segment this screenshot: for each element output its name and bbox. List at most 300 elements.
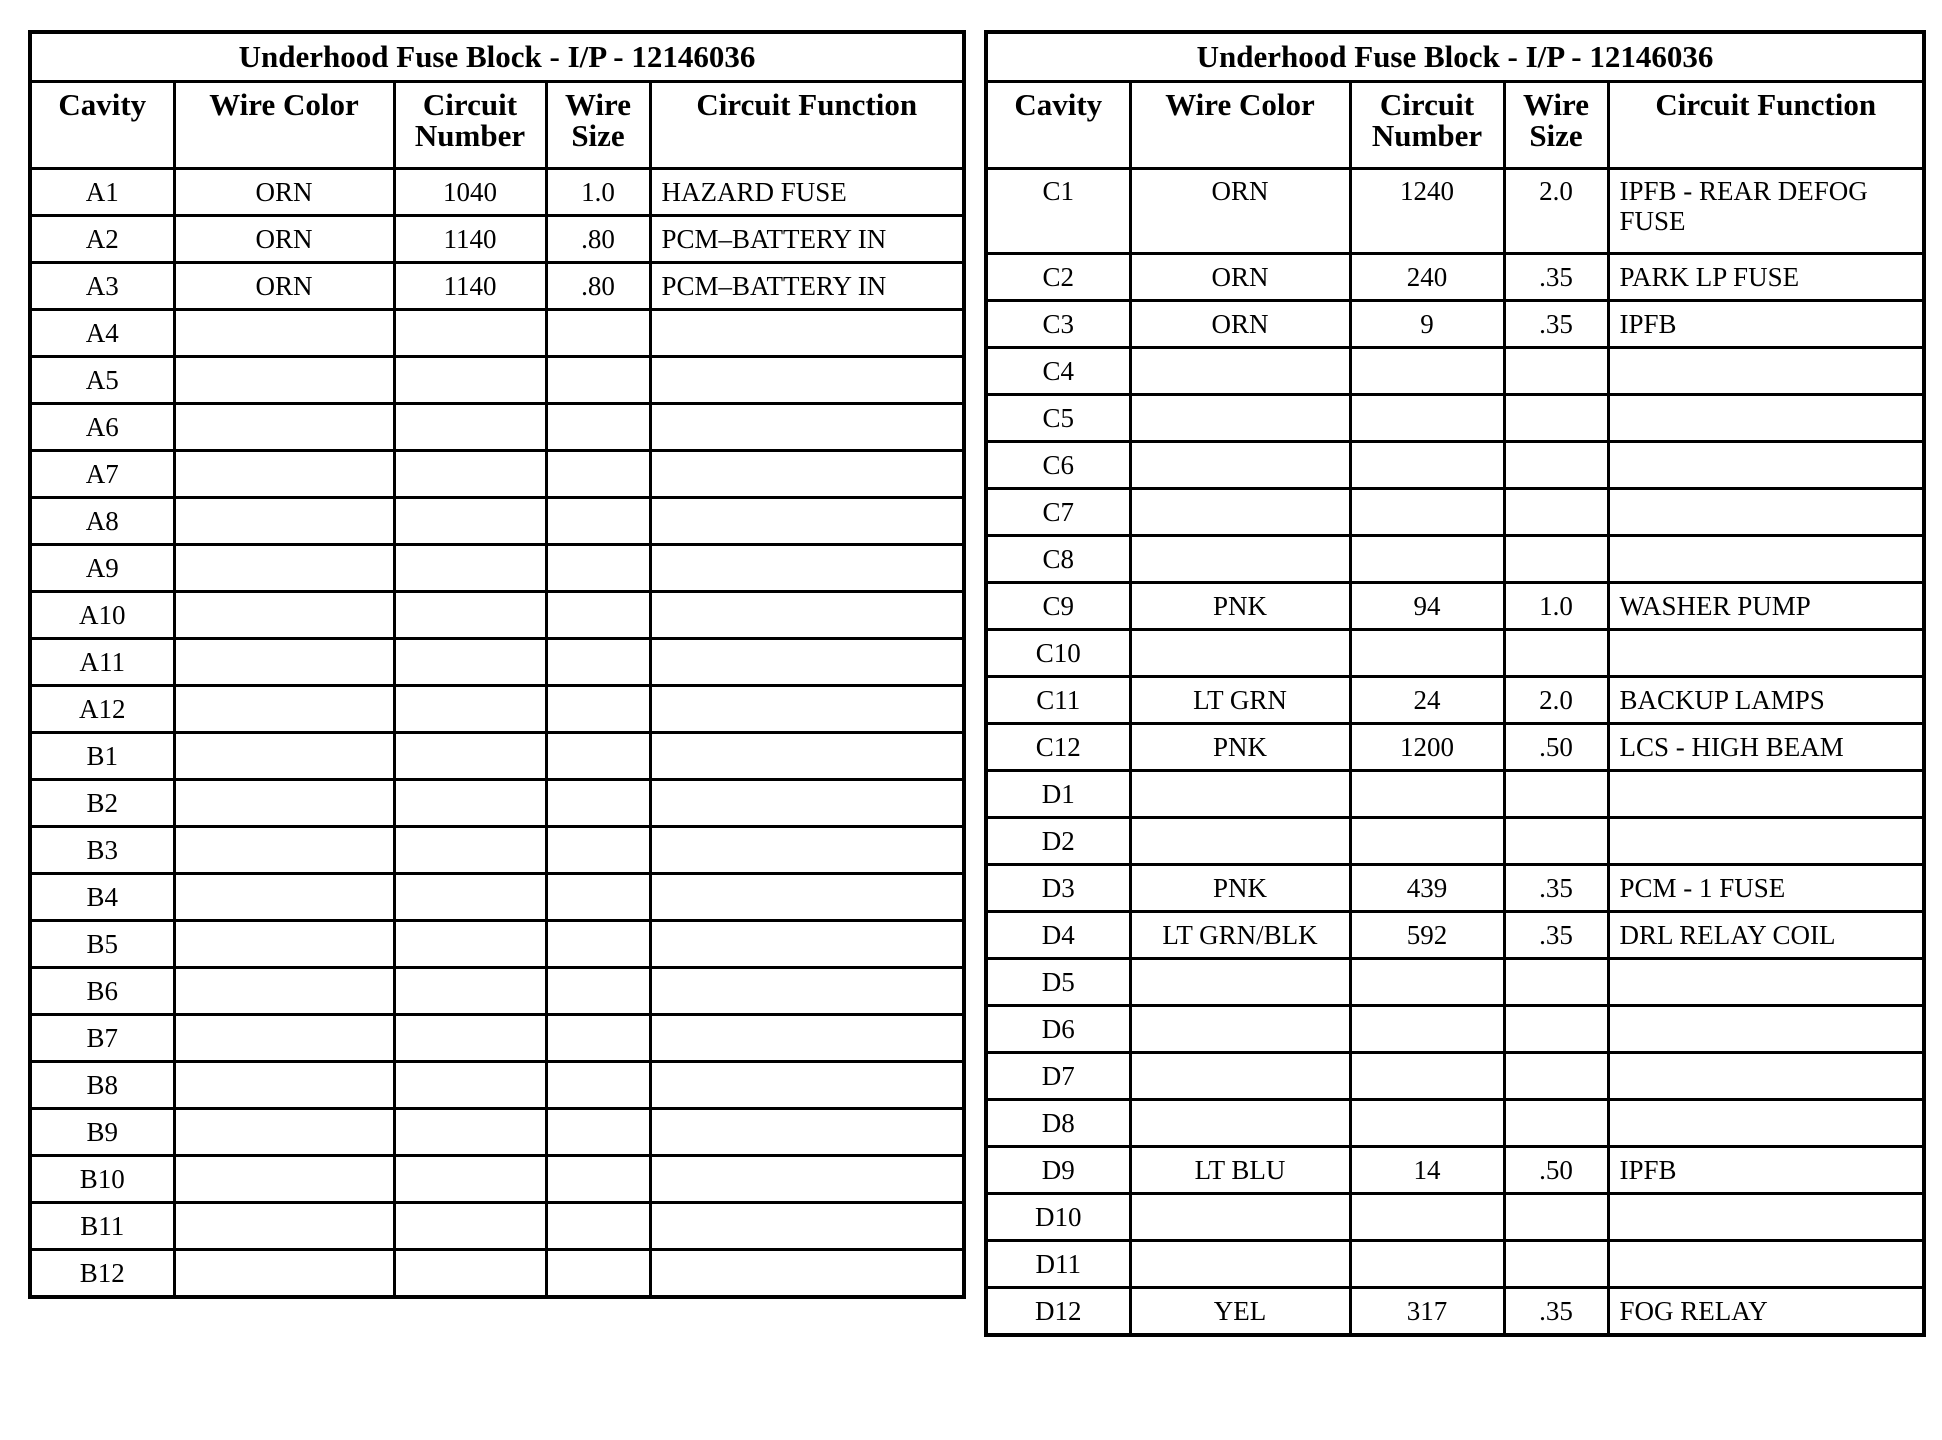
circuit-number-cell	[394, 921, 546, 968]
wire-color-cell: PNK	[1130, 583, 1350, 630]
cavity-cell: B4	[30, 874, 174, 921]
wire-size-cell	[546, 357, 650, 404]
circuit-number-cell	[1350, 442, 1504, 489]
wire-size-cell	[1504, 395, 1608, 442]
table-row	[30, 686, 964, 733]
circuit-function-cell: DRL RELAY COIL	[1608, 912, 1924, 959]
circuit-function-cell	[1608, 1006, 1924, 1053]
wire-size-cell	[1504, 442, 1608, 489]
wire-color-cell	[1130, 1241, 1350, 1288]
wire-color-cell	[174, 1156, 394, 1203]
circuit-number-cell	[1350, 395, 1504, 442]
wire-color-cell: ORN	[1130, 169, 1350, 254]
wire-size-cell	[1504, 536, 1608, 583]
table-row	[986, 254, 1924, 301]
wire-size-cell: .80	[546, 263, 650, 310]
wire-color-cell	[174, 1015, 394, 1062]
cavity-cell: B1	[30, 733, 174, 780]
wire-size-cell	[1504, 1241, 1608, 1288]
circuit-number-cell	[1350, 1100, 1504, 1147]
wire-size-cell	[546, 1250, 650, 1298]
wire-color-cell	[174, 921, 394, 968]
circuit-function-cell: PCM–BATTERY IN	[650, 216, 964, 263]
circuit-function-cell	[1608, 169, 1924, 254]
wire-size-cell	[546, 498, 650, 545]
wire-color-cell	[174, 639, 394, 686]
circuit-function-cell	[1608, 1241, 1924, 1288]
cavity-cell: A4	[30, 310, 174, 357]
wire-color-cell	[174, 1062, 394, 1109]
cavity-cell: B2	[30, 780, 174, 827]
wire-size-cell	[1504, 1053, 1608, 1100]
table-row	[986, 301, 1924, 348]
table-row	[986, 1053, 1924, 1100]
circuit-number-cell	[1350, 489, 1504, 536]
circuit-function-cell	[650, 1062, 964, 1109]
circuit-number-cell: 1140	[394, 216, 546, 263]
table-row	[30, 733, 964, 780]
circuit-number-cell: 24	[1350, 677, 1504, 724]
circuit-function-cell: PCM–BATTERY IN	[650, 263, 964, 310]
wire-size-cell	[1504, 489, 1608, 536]
header-wire-size-line1: Wire	[1522, 87, 1589, 122]
wire-size-cell: .35	[1504, 254, 1608, 301]
header-wire-size	[1504, 82, 1608, 169]
wire-color-cell: ORN	[1130, 301, 1350, 348]
table-row	[986, 169, 1924, 254]
circuit-number-cell	[394, 1203, 546, 1250]
wire-color-cell	[174, 310, 394, 357]
circuit-function-cell	[1608, 1194, 1924, 1241]
circuit-number-cell: 439	[1350, 865, 1504, 912]
circuit-function-line2: FUSE	[1619, 206, 1686, 236]
circuit-function-cell: HAZARD FUSE	[650, 169, 964, 216]
circuit-number-cell	[394, 968, 546, 1015]
table-row	[986, 912, 1924, 959]
cavity-cell: D2	[986, 818, 1130, 865]
circuit-number-cell: 1240	[1350, 169, 1504, 254]
table-row	[30, 169, 964, 216]
circuit-function-cell	[1608, 630, 1924, 677]
cavity-cell: C11	[986, 677, 1130, 724]
circuit-number-cell: 240	[1350, 254, 1504, 301]
table-row	[986, 1147, 1924, 1194]
wire-color-cell	[174, 451, 394, 498]
wire-color-cell	[1130, 818, 1350, 865]
circuit-number-cell	[394, 498, 546, 545]
wire-size-cell	[1504, 1100, 1608, 1147]
wire-color-cell	[174, 686, 394, 733]
cavity-cell: A1	[30, 169, 174, 216]
circuit-function-cell	[1608, 395, 1924, 442]
cavity-cell: C9	[986, 583, 1130, 630]
cavity-cell: D5	[986, 959, 1130, 1006]
circuit-number-cell	[1350, 1053, 1504, 1100]
wire-color-cell: ORN	[174, 263, 394, 310]
wire-size-cell	[546, 1109, 650, 1156]
header-circuit-number-line1: Circuit	[422, 87, 518, 122]
wire-color-cell: LT GRN/BLK	[1130, 912, 1350, 959]
circuit-number-cell: 14	[1350, 1147, 1504, 1194]
cavity-cell: A7	[30, 451, 174, 498]
wire-color-cell: YEL	[1130, 1288, 1350, 1336]
circuit-number-cell: 9	[1350, 301, 1504, 348]
wire-color-cell	[174, 1109, 394, 1156]
cavity-cell: B5	[30, 921, 174, 968]
cavity-cell: D10	[986, 1194, 1130, 1241]
circuit-function-cell	[650, 639, 964, 686]
cavity-cell: B11	[30, 1203, 174, 1250]
cavity-cell: C3	[986, 301, 1130, 348]
circuit-function-cell	[650, 1109, 964, 1156]
circuit-number-cell	[1350, 818, 1504, 865]
table-title: Underhood Fuse Block - I/P - 12146036	[986, 32, 1924, 82]
circuit-number-cell	[394, 1109, 546, 1156]
wire-color-cell	[174, 592, 394, 639]
cavity-cell: B6	[30, 968, 174, 1015]
table-row	[986, 536, 1924, 583]
table-row	[986, 442, 1924, 489]
wire-color-cell	[174, 780, 394, 827]
cavity-cell: D4	[986, 912, 1130, 959]
cavity-cell: D3	[986, 865, 1130, 912]
table-row	[30, 1203, 964, 1250]
wire-size-cell: 2.0	[1504, 677, 1608, 724]
circuit-number-cell: 94	[1350, 583, 1504, 630]
wire-size-cell	[546, 545, 650, 592]
wire-size-cell	[546, 874, 650, 921]
table-row	[30, 357, 964, 404]
table-row	[986, 348, 1924, 395]
cavity-cell: C6	[986, 442, 1130, 489]
circuit-number-cell	[1350, 1194, 1504, 1241]
cavity-cell: C1	[986, 169, 1130, 254]
wire-size-cell: 1.0	[1504, 583, 1608, 630]
wire-color-cell	[174, 498, 394, 545]
circuit-number-cell: 1140	[394, 263, 546, 310]
header-circuit-number-line2: Number	[414, 118, 526, 153]
table-row	[986, 1288, 1924, 1336]
circuit-number-cell	[394, 310, 546, 357]
wire-size-cell	[546, 310, 650, 357]
wire-size-cell	[1504, 348, 1608, 395]
circuit-function-cell	[650, 404, 964, 451]
wire-size-cell: 1.0	[546, 169, 650, 216]
table-row	[30, 874, 964, 921]
circuit-number-cell: 317	[1350, 1288, 1504, 1336]
wire-color-cell	[1130, 630, 1350, 677]
circuit-number-cell	[394, 404, 546, 451]
wire-color-cell	[1130, 771, 1350, 818]
circuit-function-cell	[650, 1203, 964, 1250]
circuit-number-cell: 1200	[1350, 724, 1504, 771]
circuit-function-cell	[650, 921, 964, 968]
cavity-cell: A3	[30, 263, 174, 310]
circuit-function-cell	[1608, 1100, 1924, 1147]
table-row	[986, 959, 1924, 1006]
table-row	[30, 1156, 964, 1203]
wire-size-cell	[546, 1203, 650, 1250]
circuit-number-cell	[1350, 1241, 1504, 1288]
circuit-function-cell	[1608, 348, 1924, 395]
circuit-function-cell: IPFB	[1608, 1147, 1924, 1194]
table-row	[30, 404, 964, 451]
wire-color-cell	[174, 827, 394, 874]
cavity-cell: C8	[986, 536, 1130, 583]
cavity-cell: B8	[30, 1062, 174, 1109]
wire-color-cell: PNK	[1130, 865, 1350, 912]
cavity-cell: B12	[30, 1250, 174, 1298]
header-cavity: Cavity	[986, 82, 1130, 169]
table-row	[30, 263, 964, 310]
circuit-function-cell: LCS - HIGH BEAM	[1608, 724, 1924, 771]
circuit-number-cell	[1350, 1006, 1504, 1053]
circuit-function-cell	[1608, 818, 1924, 865]
wire-size-cell	[546, 921, 650, 968]
circuit-function-cell: PARK LP FUSE	[1608, 254, 1924, 301]
wire-color-cell: PNK	[1130, 724, 1350, 771]
cavity-cell: D8	[986, 1100, 1130, 1147]
circuit-function-cell	[650, 592, 964, 639]
circuit-number-cell	[1350, 536, 1504, 583]
wire-color-cell: ORN	[1130, 254, 1350, 301]
cavity-cell: D9	[986, 1147, 1130, 1194]
table-row	[986, 1241, 1924, 1288]
wire-color-cell	[1130, 1006, 1350, 1053]
cavity-cell: A11	[30, 639, 174, 686]
circuit-number-cell: 1040	[394, 169, 546, 216]
circuit-number-cell	[394, 592, 546, 639]
circuit-number-cell	[1350, 630, 1504, 677]
wire-size-cell	[546, 827, 650, 874]
wire-size-cell	[546, 780, 650, 827]
wire-size-cell	[1504, 1194, 1608, 1241]
circuit-number-cell	[394, 780, 546, 827]
circuit-function-cell	[650, 1015, 964, 1062]
wire-color-cell: LT GRN	[1130, 677, 1350, 724]
table-row	[30, 216, 964, 263]
table-row	[30, 592, 964, 639]
wire-color-cell	[174, 357, 394, 404]
wire-color-cell	[174, 404, 394, 451]
cavity-cell: D1	[986, 771, 1130, 818]
circuit-function-cell	[650, 310, 964, 357]
table-title: Underhood Fuse Block - I/P - 12146036	[30, 32, 964, 82]
header-cavity: Cavity	[30, 82, 174, 169]
cavity-cell: C7	[986, 489, 1130, 536]
circuit-function-cell	[650, 780, 964, 827]
circuit-function-line1: IPFB - REAR DEFOG	[1619, 176, 1868, 206]
cavity-cell: A5	[30, 357, 174, 404]
wire-color-cell	[174, 1250, 394, 1298]
cavity-cell: A10	[30, 592, 174, 639]
circuit-function-cell	[1608, 1053, 1924, 1100]
table-row	[30, 639, 964, 686]
cavity-cell: D7	[986, 1053, 1130, 1100]
wire-color-cell: ORN	[174, 169, 394, 216]
wire-size-cell	[546, 404, 650, 451]
wire-size-cell	[1504, 959, 1608, 1006]
wire-size-cell	[546, 1156, 650, 1203]
wire-color-cell	[174, 968, 394, 1015]
wire-color-cell	[174, 1203, 394, 1250]
table-row	[30, 780, 964, 827]
circuit-function-cell	[650, 686, 964, 733]
wire-color-cell: LT BLU	[1130, 1147, 1350, 1194]
table-row	[986, 489, 1924, 536]
circuit-function-cell	[650, 874, 964, 921]
wire-size-cell: .80	[546, 216, 650, 263]
table-row	[986, 865, 1924, 912]
circuit-function-cell	[1608, 442, 1924, 489]
cavity-cell: A2	[30, 216, 174, 263]
header-wire-size-line2: Size	[1529, 118, 1583, 153]
wire-size-cell	[546, 451, 650, 498]
circuit-function-cell	[650, 733, 964, 780]
wire-color-cell	[1130, 489, 1350, 536]
table-row	[30, 545, 964, 592]
header-circuit-number	[1350, 82, 1504, 169]
cavity-cell: A9	[30, 545, 174, 592]
header-circuit-number	[394, 82, 546, 169]
circuit-number-cell	[1350, 959, 1504, 1006]
cavity-cell: B7	[30, 1015, 174, 1062]
header-wire-size-line2: Size	[571, 118, 625, 153]
circuit-number-cell	[394, 545, 546, 592]
wire-size-cell	[1504, 771, 1608, 818]
wire-size-cell	[1504, 630, 1608, 677]
circuit-function-cell	[1608, 959, 1924, 1006]
table-row	[30, 1109, 964, 1156]
cavity-cell: D12	[986, 1288, 1130, 1336]
table-row	[986, 677, 1924, 724]
table-row	[986, 724, 1924, 771]
circuit-number-cell	[394, 827, 546, 874]
header-wire-color: Wire Color	[174, 82, 394, 169]
circuit-function-cell: WASHER PUMP	[1608, 583, 1924, 630]
wire-size-cell	[546, 1062, 650, 1109]
cavity-cell: B3	[30, 827, 174, 874]
circuit-function-cell	[650, 1250, 964, 1298]
wire-size-cell: 2.0	[1504, 169, 1608, 254]
header-wire-size	[546, 82, 650, 169]
cavity-cell: B9	[30, 1109, 174, 1156]
circuit-function-cell	[1608, 489, 1924, 536]
circuit-number-cell	[394, 451, 546, 498]
wire-size-cell: .50	[1504, 724, 1608, 771]
table-row	[986, 395, 1924, 442]
cavity-cell: A6	[30, 404, 174, 451]
circuit-number-cell	[394, 686, 546, 733]
wire-color-cell	[174, 545, 394, 592]
circuit-function-cell: IPFB	[1608, 301, 1924, 348]
wire-size-cell	[1504, 1006, 1608, 1053]
circuit-function-cell: BACKUP LAMPS	[1608, 677, 1924, 724]
header-circuit-function: Circuit Function	[650, 82, 964, 169]
wire-color-cell	[1130, 959, 1350, 1006]
wire-size-cell	[546, 686, 650, 733]
wire-size-cell: .35	[1504, 1288, 1608, 1336]
cavity-cell: B10	[30, 1156, 174, 1203]
table-row	[30, 968, 964, 1015]
cavity-cell: C4	[986, 348, 1130, 395]
table-row	[986, 630, 1924, 677]
wire-size-cell: .50	[1504, 1147, 1608, 1194]
wire-color-cell	[174, 733, 394, 780]
cavity-cell: C2	[986, 254, 1130, 301]
header-circuit-number-line2: Number	[1371, 118, 1483, 153]
header-circuit-function: Circuit Function	[1608, 82, 1924, 169]
cavity-cell: C5	[986, 395, 1130, 442]
table-row	[30, 827, 964, 874]
wire-color-cell	[1130, 1053, 1350, 1100]
circuit-function-cell	[650, 1156, 964, 1203]
wire-color-cell	[1130, 395, 1350, 442]
header-circuit-number-line1: Circuit	[1379, 87, 1475, 122]
table-row	[30, 310, 964, 357]
wire-color-cell	[1130, 442, 1350, 489]
cavity-cell: A8	[30, 498, 174, 545]
wire-size-cell: .35	[1504, 301, 1608, 348]
circuit-number-cell	[1350, 771, 1504, 818]
wire-size-cell: .35	[1504, 865, 1608, 912]
circuit-function-cell	[650, 968, 964, 1015]
cavity-cell: A12	[30, 686, 174, 733]
table-row	[986, 583, 1924, 630]
table-row	[986, 1100, 1924, 1147]
cavity-cell: D6	[986, 1006, 1130, 1053]
wire-color-cell	[1130, 1100, 1350, 1147]
wire-size-cell	[546, 639, 650, 686]
circuit-number-cell	[394, 1156, 546, 1203]
wire-size-cell: .35	[1504, 912, 1608, 959]
circuit-function-cell	[650, 498, 964, 545]
circuit-function-cell: PCM - 1 FUSE	[1608, 865, 1924, 912]
circuit-function-cell	[650, 827, 964, 874]
circuit-number-cell	[394, 639, 546, 686]
wire-color-cell	[174, 874, 394, 921]
wire-color-cell	[1130, 348, 1350, 395]
table-row	[30, 451, 964, 498]
wire-size-cell	[546, 1015, 650, 1062]
circuit-number-cell	[394, 874, 546, 921]
table-row	[30, 921, 964, 968]
header-wire-color: Wire Color	[1130, 82, 1350, 169]
wire-size-cell	[546, 733, 650, 780]
wire-color-cell	[1130, 1194, 1350, 1241]
fuse-table-right	[984, 30, 1926, 1337]
circuit-number-cell	[1350, 348, 1504, 395]
fuse-table-left	[28, 30, 966, 1299]
circuit-function-cell	[650, 451, 964, 498]
cavity-cell: C12	[986, 724, 1130, 771]
circuit-function-cell: FOG RELAY	[1608, 1288, 1924, 1336]
circuit-number-cell	[394, 733, 546, 780]
circuit-number-cell	[394, 1062, 546, 1109]
cavity-cell: C10	[986, 630, 1130, 677]
table-row	[986, 818, 1924, 865]
cavity-cell: D11	[986, 1241, 1130, 1288]
wire-size-cell	[1504, 818, 1608, 865]
circuit-number-cell: 592	[1350, 912, 1504, 959]
header-wire-size-line1: Wire	[564, 87, 631, 122]
table-row	[986, 1194, 1924, 1241]
circuit-function-cell	[1608, 536, 1924, 583]
circuit-number-cell	[394, 1015, 546, 1062]
circuit-function-cell	[1608, 771, 1924, 818]
table-row	[30, 1250, 964, 1298]
circuit-function-cell	[650, 545, 964, 592]
